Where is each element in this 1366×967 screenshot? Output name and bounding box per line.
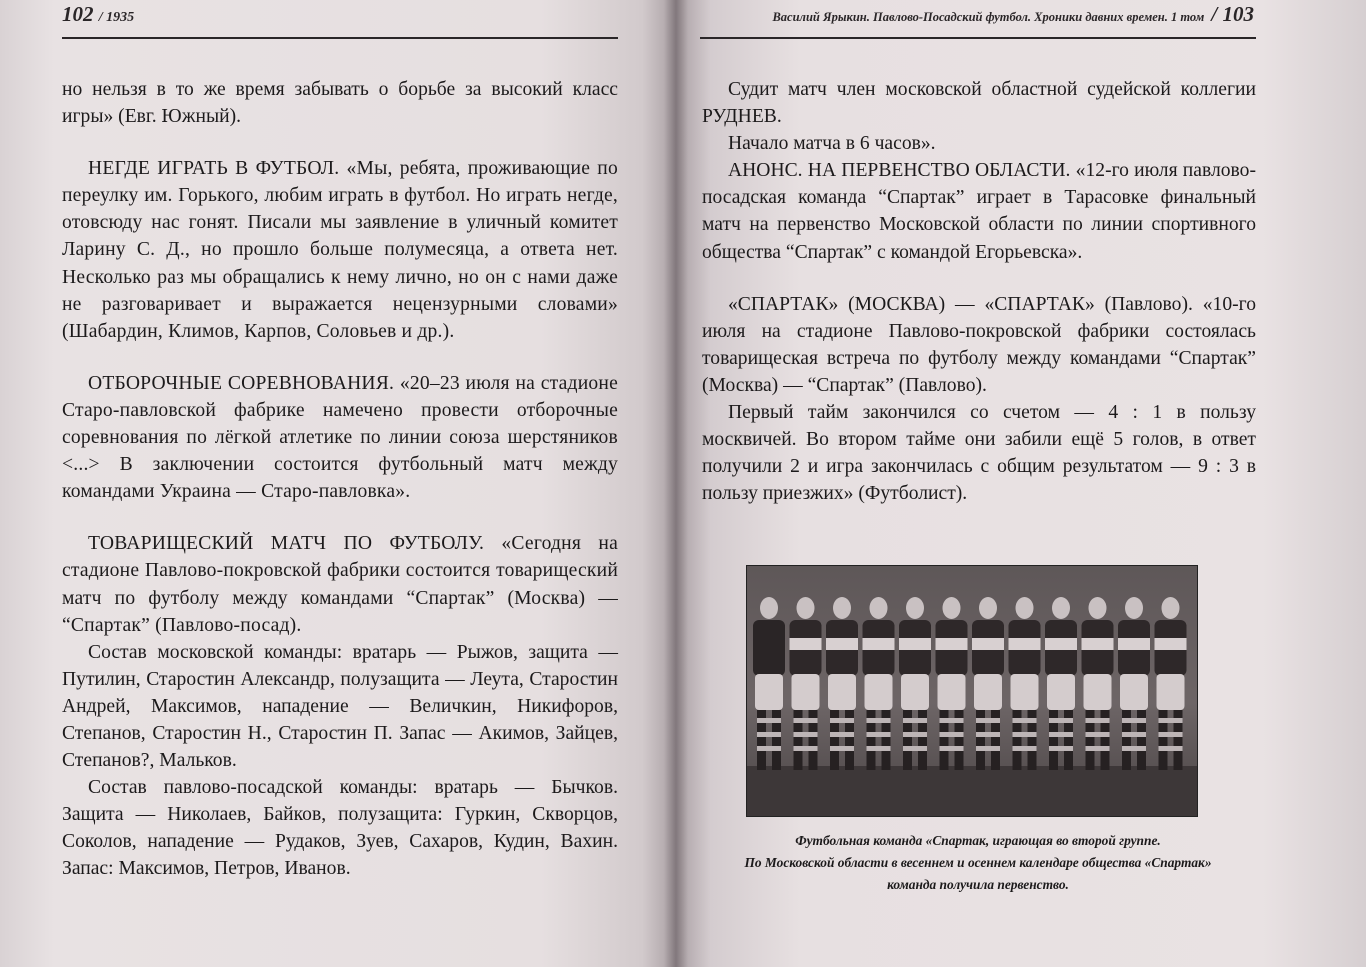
photo-caption-line-2: По Московской области в весеннем и осеннем календаре общества «Спартак» xyxy=(744,855,1212,870)
left-paragraph-2: НЕГДЕ ИГРАТЬ В ФУТБОЛ. «Мы, ребята, проживающие по переулку им. Горького, любим играть в футбол. Но играть негде, отовсюду нас гонят. Писали мы заявление в уличный комитет Ларину С. Д., но прошло больше полумесяца, а ответа нет. Несколько раз мы обращались к нему лично, но он с нами даже не разговаривает и выражается нецензурными словами» (Шабардин, Климов, Карпов, Соловьев и др.). xyxy=(62,158,618,342)
left-paragraph-5: Состав московской команды: вратарь — Рыжов, защита — Путилин, Старостин Александр, полузащита — Леута, Старостин Андрей, Максимов, нападение — Величкин, Никифоров, Степанов, Старостин Н., Старостин П. Запас — Акимов, Зайцев, Степанов?, Мальков. xyxy=(62,641,618,772)
left-paragraph-3: ОТБОРОЧНЫЕ СОРЕВНОВАНИЯ. «20–23 июля на стадионе Старо-павловской фабрике намечено провести отборочные соревнования по лёгкой атлетике по линии союза шерстяников <...> В заключении состоится футбольный матч между командами Украина — Старо-павловка». xyxy=(62,372,618,503)
left-paragraph-1: но нельзя в то же время забывать о борьбе за высокий класс игры» (Евг. Южный). xyxy=(62,79,618,128)
right-page-header xyxy=(772,2,1254,27)
right-paragraph-2: Начало матча в 6 часов». xyxy=(728,133,936,155)
left-header-rule xyxy=(62,37,618,39)
right-page xyxy=(676,0,1366,967)
left-paragraph-4: ТОВАРИЩЕСКИЙ МАТЧ ПО ФУТБОЛУ. «Сегодня на стадионе Павлово-покровской фабрики состоится товарищеский матч по футболу между командами “Спартак” (Москва) — “Спартак” (Павлово-посад). xyxy=(62,533,618,636)
right-page-number: / 103 xyxy=(1211,2,1254,26)
left-body-text xyxy=(62,76,618,883)
left-page-year: / 1935 xyxy=(98,10,135,25)
photo-caption-line-3: команда получила первенство. xyxy=(887,877,1069,892)
right-paragraph-1: Судит матч член московской областной судейской коллегии РУДНЕВ. xyxy=(702,79,1256,128)
team-photo xyxy=(746,565,1198,817)
left-page xyxy=(0,0,676,967)
right-body-text xyxy=(702,76,1256,507)
right-header-rule xyxy=(700,37,1256,39)
right-paragraph-5: Первый тайм закончился со счетом — 4 : 1 в пользу москвичей. Во втором тайме они забили ещё 5 голов, в ответ получили 2 и игра закончилась с общим результатом — 9 : 3 в пользу приезжих» (Футболист). xyxy=(702,402,1256,505)
team-photo-illustration xyxy=(747,566,1197,816)
left-page-number: 102 xyxy=(62,2,94,26)
left-paragraph-6: Состав павлово-посадской команды: вратарь — Бычков. Защита — Николаев, Байков, полузащита: Гуркин, Скворцов, Соколов, нападение — Рудаков, Зуев, Сахаров, Кудин, Вахин. Запас: Максимов, Петров, Иванов. xyxy=(62,777,618,880)
running-header-title: Василий Ярыкин. Павлово-Посадский футбол. Хроники давних времен. 1 том xyxy=(772,10,1205,24)
right-paragraph-3: АНОНС. НА ПЕРВЕНСТВО ОБЛАСТИ. «12-го июля павлово-посадская команда “Спартак” играет в Тарасовке финальный матч на первенство Московской области по линии спортивного общества “Спартак” с командой Егорьевска». xyxy=(702,160,1256,263)
book-gutter xyxy=(664,0,688,967)
right-paragraph-4: «СПАРТАК» (МОСКВА) — «СПАРТАК» (Павлово). «10-го июля на стадионе Павлово-покровской фабрики состоялась товарищеская встреча по футболу между командами “Спартак” (Москва) — “Спартак” (Павлово). xyxy=(702,293,1256,396)
photo-caption xyxy=(700,830,1256,896)
photo-caption-line-1: Футбольная команда «Спартак, играющая во второй группе. xyxy=(795,833,1161,848)
left-page-header xyxy=(62,2,134,27)
